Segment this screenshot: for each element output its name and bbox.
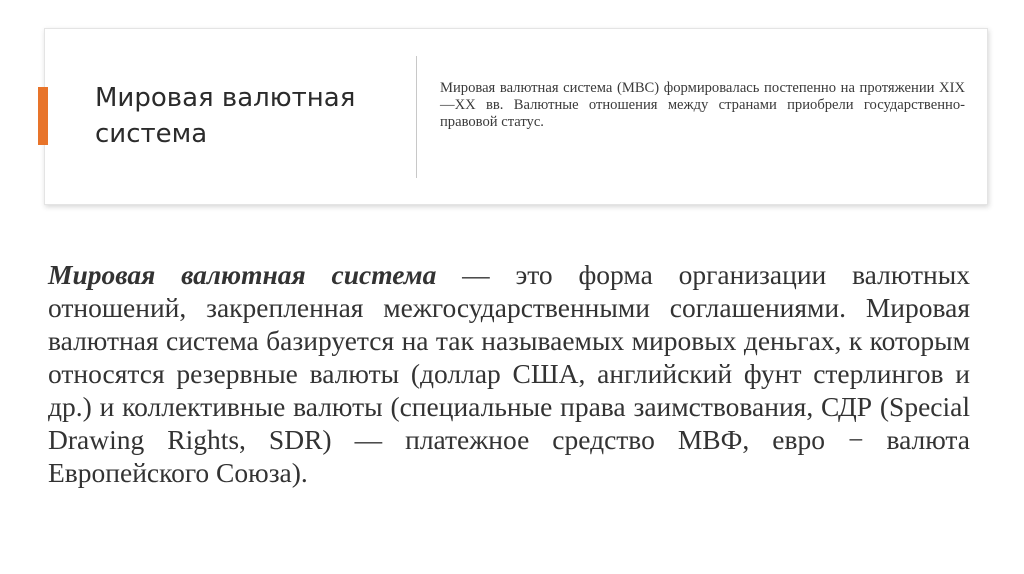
intro-text: Мировая валютная система (МВС) формировалась постепенно на протяжении XIX—XX вв. Валютные отношения между странами приобрели государственно-правовой статус. (440, 80, 965, 130)
accent-bar (38, 87, 48, 145)
slide-title: Мировая валютная система (95, 83, 356, 149)
definition-term: Мировая валютная система (48, 259, 437, 290)
definition-paragraph (48, 258, 970, 489)
definition-body: — это форма организации валютных отношений, закрепленная межгосударственными соглашениями. Мировая валютная система базируется на так называемых мировых деньгах, к которым относятся резервные валюты (доллар США, английский фунт стерлингов и др.) и коллективные валюты (специальные права заимствования, СДР (Special Drawing Rights, SDR) — платежное средство МВФ, евро − валюта Европейского Союза). (48, 259, 970, 488)
vertical-divider (416, 56, 417, 178)
